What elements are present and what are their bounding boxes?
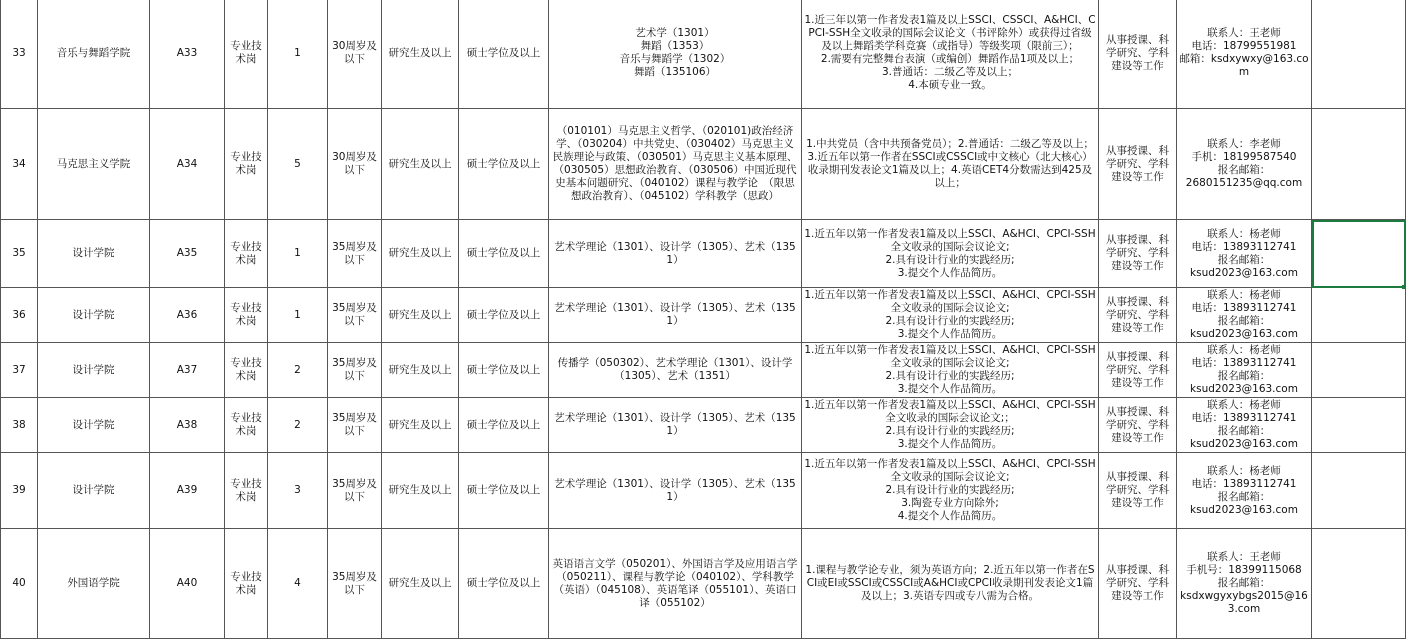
headcount-cell[interactable]: 5 — [268, 109, 328, 220]
contact-cell[interactable]: 联系人：杨老师 电话：13893112741 报名邮箱： ksud2023@163.com — [1177, 220, 1312, 288]
post-code-cell[interactable]: A33 — [150, 0, 225, 109]
education-cell[interactable]: 研究生及以上 — [382, 0, 459, 109]
contact-cell[interactable]: 联系人：杨老师 电话：13893112741 报名邮箱： ksud2023@163.com — [1177, 288, 1312, 343]
remark-cell[interactable] — [1312, 398, 1406, 453]
degree-cell[interactable]: 硕士学位及以上 — [459, 453, 549, 529]
post-type-cell[interactable]: 专业技术岗 — [225, 343, 268, 398]
requirements-cell[interactable]: 1.近五年以第一作者发表1篇及以上SSCI、A&HCI、CPCI-SSH全文收录的国际会议论文; 2.具有设计行业的实践经历; 3.提交个人作品简历。 — [802, 220, 1099, 288]
table-row — [1, 398, 1406, 453]
education-cell[interactable]: 研究生及以上 — [382, 109, 459, 220]
post-type-cell[interactable]: 专业技术岗 — [225, 398, 268, 453]
work-content-cell[interactable]: 从事授课、科学研究、学科建设等工作 — [1099, 343, 1177, 398]
headcount-cell[interactable]: 1 — [268, 220, 328, 288]
post-code-cell[interactable]: A35 — [150, 220, 225, 288]
remark-cell[interactable] — [1312, 288, 1406, 343]
age-limit-cell[interactable]: 35周岁及以下 — [328, 398, 382, 453]
post-type-cell[interactable]: 专业技术岗 — [225, 453, 268, 529]
remark-cell[interactable] — [1312, 0, 1406, 109]
requirements-cell[interactable]: 1.近三年以第一作者发表1篇及以上SSCI、CSSCI、A&HCI、CPCI-SSH全文收录的国际会议论文（书评除外）或获得过省级及以上舞蹈类学科竞赛（或指导）等级奖项（限前三）； 2.需要有完整舞台表演（或编创）舞蹈作品1项及以上； 3.普通话：二级乙等及以上； 4.本硕专业一致。 — [802, 0, 1099, 109]
college-cell[interactable]: 音乐与舞蹈学院 — [38, 0, 150, 109]
fill-handle[interactable] — [1402, 285, 1406, 289]
remark-cell[interactable] — [1312, 453, 1406, 529]
college-cell[interactable]: 设计学院 — [38, 288, 150, 343]
row-number-cell[interactable]: 39 — [1, 453, 38, 529]
college-cell[interactable]: 设计学院 — [38, 398, 150, 453]
row-number-cell[interactable]: 37 — [1, 343, 38, 398]
post-code-cell[interactable]: A37 — [150, 343, 225, 398]
post-code-cell[interactable]: A40 — [150, 529, 225, 639]
college-cell[interactable]: 设计学院 — [38, 220, 150, 288]
table-row — [1, 109, 1406, 220]
table-row — [1, 220, 1406, 288]
education-cell[interactable]: 研究生及以上 — [382, 288, 459, 343]
table-row — [1, 288, 1406, 343]
work-content-cell[interactable]: 从事授课、科学研究、学科建设等工作 — [1099, 453, 1177, 529]
major-cell[interactable]: （010101）马克思主义哲学、（020101)政治经济学、（030204）中共党史、（030402）马克思主义民族理论与政策、（030501）马克思主义基本原理、（030505）思想政治教育、（030506）中国近现代史基本问题研究、（040102）课程与教学论 （限思想政治教育）、（045102）学科教学（思政） — [549, 109, 802, 220]
degree-cell[interactable]: 硕士学位及以上 — [459, 398, 549, 453]
post-code-cell[interactable]: A34 — [150, 109, 225, 220]
contact-cell[interactable]: 联系人：杨老师 电话：13893112741 报名邮箱： ksud2023@163.com — [1177, 398, 1312, 453]
post-type-cell[interactable]: 专业技术岗 — [225, 220, 268, 288]
headcount-cell[interactable]: 4 — [268, 529, 328, 639]
row-number-cell[interactable]: 33 — [1, 0, 38, 109]
contact-cell[interactable]: 联系人：杨老师 电话：13893112741 报名邮箱： ksud2023@163.com — [1177, 343, 1312, 398]
work-content-cell[interactable]: 从事授课、科学研究、学科建设等工作 — [1099, 0, 1177, 109]
age-limit-cell[interactable]: 35周岁及以下 — [328, 453, 382, 529]
post-code-cell[interactable]: A39 — [150, 453, 225, 529]
post-code-cell[interactable]: A36 — [150, 288, 225, 343]
college-cell[interactable]: 设计学院 — [38, 453, 150, 529]
degree-cell[interactable]: 硕士学位及以上 — [459, 343, 549, 398]
requirements-cell[interactable]: 1.近五年以第一作者发表1篇及以上SSCI、A&HCI、CPCI-SSH全文收录的国际会议论文; 2.具有设计行业的实践经历; 3.提交个人作品简历。 — [802, 288, 1099, 343]
contact-cell[interactable]: 联系人：王老师 手机号：18399115068 报名邮箱： ksdxwgyxybgs2015@163.com — [1177, 529, 1312, 639]
row-number-cell[interactable]: 38 — [1, 398, 38, 453]
post-type-cell[interactable]: 专业技术岗 — [225, 529, 268, 639]
remark-cell[interactable] — [1312, 220, 1406, 288]
work-content-cell[interactable]: 从事授课、科学研究、学科建设等工作 — [1099, 220, 1177, 288]
work-content-cell[interactable]: 从事授课、科学研究、学科建设等工作 — [1099, 109, 1177, 220]
headcount-cell[interactable]: 3 — [268, 453, 328, 529]
post-type-cell[interactable]: 专业技术岗 — [225, 0, 268, 109]
degree-cell[interactable]: 硕士学位及以上 — [459, 288, 549, 343]
requirements-cell[interactable]: 1.近五年以第一作者发表1篇及以上SSCI、A&HCI、CPCI-SSH全文收录的国际会议论文; 2.具有设计行业的实践经历; 3.陶瓷专业方向除外; 4.提交个人作品简历。 — [802, 453, 1099, 529]
table-row — [1, 343, 1406, 398]
age-limit-cell[interactable]: 35周岁及以下 — [328, 529, 382, 639]
degree-cell[interactable]: 硕士学位及以上 — [459, 109, 549, 220]
row-number-cell[interactable]: 35 — [1, 220, 38, 288]
post-type-cell[interactable]: 专业技术岗 — [225, 288, 268, 343]
contact-cell[interactable]: 联系人：王老师 电话：18799551981 邮箱：ksdxywxy@163.com — [1177, 0, 1312, 109]
requirements-cell[interactable]: 1.近五年以第一作者发表1篇及以上SSCI、A&HCI、CPCI-SSH全文收录的国际会议论文; 2.具有设计行业的实践经历; 3.提交个人作品简历。 — [802, 343, 1099, 398]
table-row — [1, 0, 1406, 109]
age-limit-cell[interactable]: 35周岁及以下 — [328, 343, 382, 398]
remark-cell[interactable] — [1312, 529, 1406, 639]
headcount-cell[interactable]: 1 — [268, 288, 328, 343]
age-limit-cell[interactable]: 35周岁及以下 — [328, 220, 382, 288]
contact-cell[interactable]: 联系人：李老师 手机：18199587540 报名邮箱： 2680151235@qq.com — [1177, 109, 1312, 220]
work-content-cell[interactable]: 从事授课、科学研究、学科建设等工作 — [1099, 398, 1177, 453]
education-cell[interactable]: 研究生及以上 — [382, 343, 459, 398]
college-cell[interactable]: 设计学院 — [38, 343, 150, 398]
age-limit-cell[interactable]: 35周岁及以下 — [328, 288, 382, 343]
post-code-cell[interactable]: A38 — [150, 398, 225, 453]
work-content-cell[interactable]: 从事授课、科学研究、学科建设等工作 — [1099, 288, 1177, 343]
education-cell[interactable]: 研究生及以上 — [382, 220, 459, 288]
degree-cell[interactable]: 硕士学位及以上 — [459, 0, 549, 109]
headcount-cell[interactable]: 2 — [268, 398, 328, 453]
college-cell[interactable]: 外国语学院 — [38, 529, 150, 639]
degree-cell[interactable]: 硕士学位及以上 — [459, 220, 549, 288]
education-cell[interactable]: 研究生及以上 — [382, 453, 459, 529]
degree-cell[interactable]: 硕士学位及以上 — [459, 529, 549, 639]
table-row — [1, 453, 1406, 529]
requirements-cell[interactable]: 1.近五年以第一作者发表1篇及以上SSCI、A&HCI、CPCI-SSH全文收录的国际会议论文;； 2.具有设计行业的实践经历; 3.提交个人作品简历。 — [802, 398, 1099, 453]
remark-cell[interactable] — [1312, 343, 1406, 398]
major-cell[interactable]: 艺术学理论（1301）、设计学（1305）、艺术（1351） — [549, 453, 802, 529]
major-cell[interactable]: 艺术学理论（1301）、设计学（1305）、艺术（1351） — [549, 288, 802, 343]
age-limit-cell[interactable]: 30周岁及以下 — [328, 109, 382, 220]
row-number-cell[interactable]: 36 — [1, 288, 38, 343]
education-cell[interactable]: 研究生及以上 — [382, 529, 459, 639]
college-cell[interactable]: 马克思主义学院 — [38, 109, 150, 220]
row-number-cell[interactable]: 40 — [1, 529, 38, 639]
major-cell[interactable]: 艺术学理论（1301）、设计学（1305）、艺术（1351） — [549, 220, 802, 288]
education-cell[interactable]: 研究生及以上 — [382, 398, 459, 453]
row-number-cell[interactable]: 34 — [1, 109, 38, 220]
requirements-cell[interactable]: 1.中共党员（含中共预备党员）；2.普通话：二级乙等及以上；3.近五年以第一作者在SSCI或CSSCI或中文核心（北大核心）收录期刊发表论文1篇及以上；4.英语CET4分数需达到425及以上； — [802, 109, 1099, 220]
work-content-cell[interactable]: 从事授课、科学研究、学科建设等工作 — [1099, 529, 1177, 639]
contact-cell[interactable]: 联系人：杨老师 电话：13893112741 报名邮箱： ksud2023@163.com — [1177, 453, 1312, 529]
major-cell[interactable]: 传播学（050302）、艺术学理论（1301）、设计学（1305）、艺术（1351） — [549, 343, 802, 398]
headcount-cell[interactable]: 1 — [268, 0, 328, 109]
requirements-cell[interactable]: 1.课程与教学论专业，须为英语方向；2.近五年以第一作者在SCI或EI或SSCI或CSSCI或A&HCI或CPCI收录期刊发表论文1篇及以上；3.英语专四或专八需为合格。 — [802, 529, 1099, 639]
remark-cell[interactable] — [1312, 109, 1406, 220]
major-cell[interactable]: 英语语言文学（050201）、外国语言学及应用语言学（050211）、课程与教学论（040102）、学科教学（英语）（045108）、英语笔译（055101）、英语口译（055102） — [549, 529, 802, 639]
table-row — [1, 529, 1406, 639]
post-type-cell[interactable]: 专业技术岗 — [225, 109, 268, 220]
age-limit-cell[interactable]: 30周岁及以下 — [328, 0, 382, 109]
headcount-cell[interactable]: 2 — [268, 343, 328, 398]
major-cell[interactable]: 艺术学理论（1301）、设计学（1305）、艺术（1351） — [549, 398, 802, 453]
major-cell[interactable]: 艺术学（1301） 舞蹈（1353） 音乐与舞蹈学（1302） 舞蹈（135106） — [549, 0, 802, 109]
